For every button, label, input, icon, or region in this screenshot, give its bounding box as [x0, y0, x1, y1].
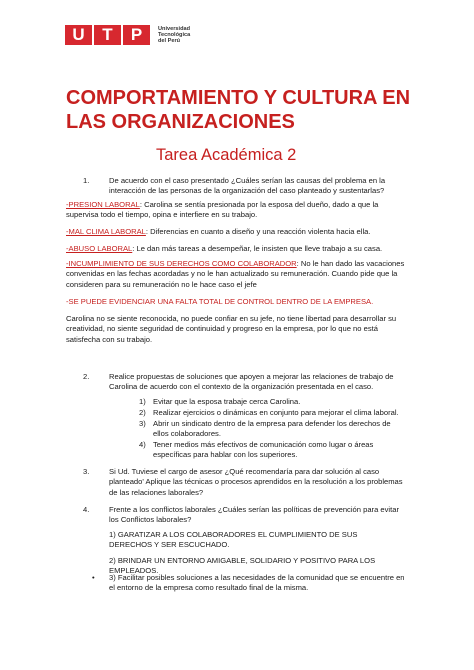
bullet-icon: •	[92, 573, 95, 582]
question-4-number: 4.	[83, 505, 90, 514]
cause-climate-label: -MAL CLIMA LABORAL	[66, 227, 146, 236]
prevention-answer-1: 1) GARATIZAR A LOS COLABORADORES EL CUMPLIMIENTO DE SUS DERECHOS Y SER ESCUCHADO.	[109, 530, 358, 550]
cause-abuse-label: -ABUSO LABORAL	[66, 244, 133, 253]
evidence-statement: -SE PUEDE EVIDENCIAR UNA FALTA TOTAL DE CONTROL DENTRO DE LA EMPRESA.	[66, 297, 374, 306]
cause-pressure-text: : Carolina se sentía presionada por la esposa del dueño, dado a que la supervisa todo el tiempo, opina e interfiere en su trabajo.	[66, 200, 379, 220]
document-subtitle: Tarea Académica 2	[156, 146, 297, 164]
cause-rights-label: -INCUMPLIMIENTO DE SUS DERECHOS COMO COLABORADOR	[66, 259, 297, 268]
question-3-number: 3.	[83, 467, 90, 476]
question-1-text: De acuerdo con el caso presentado ¿Cuáles serían las causas del problema en la interacción de las personas de la organización del caso planteado y sustentarlas?	[109, 176, 386, 196]
proposal-1-text: Evitar que la esposa trabaje cerca Carolina.	[153, 397, 301, 406]
cause-rights-text: : No le han dado las vacaciones convenidas en las fechas acordadas y no le han actualizado su remuneración. Cuando pide que la consideren para su remuneración no le hace caso el jefe	[66, 259, 405, 289]
cause-rights	[66, 259, 410, 290]
utp-logo	[65, 25, 190, 45]
document-title: COMPORTAMIENTO Y CULTURA EN LAS ORGANIZACIONES	[66, 87, 411, 133]
logo-line-3: del Perú	[158, 38, 181, 45]
logo-letter-t: T	[94, 25, 121, 45]
proposal-3-text: Abrir un sindicato dentro de la empresa para defender los derechos de ellos colaboradores.	[153, 419, 391, 439]
prevention-answer-3-text: Facilitar posibles soluciones a las necesidades de la comunidad que se encuentre en el entorno de la empresa como resultado final de la misma.	[109, 573, 405, 593]
proposal-1-number: 1)	[139, 397, 146, 406]
cause-pressure	[66, 200, 410, 221]
question-2-number: 2.	[83, 372, 90, 381]
logo-line-2: Tecnológica	[158, 31, 191, 38]
proposal-4-text: Tener medios más efectivos de comunicación como lugar o áreas específicas para hablar con los superiores.	[153, 440, 374, 460]
logo-letter-u: U	[65, 25, 92, 45]
question-3-text: Si Ud. Tuviese el cargo de asesor ¿Qué recomendaría para dar solución al caso planteado' Aplique las técnicas o procesos aprendidos en la resolución a los problemas de las relaciones laborales?	[109, 467, 403, 497]
cause-abuse	[66, 244, 410, 254]
cause-abuse-text: : Le dan más tareas a desempeñar, le insisten que lleve trabajo a su casa.	[132, 244, 383, 253]
proposal-4-number: 4)	[139, 440, 146, 449]
prevention-answer-2: 2) BRINDAR UN ENTORNO AMIGABLE, SOLIDARIO Y POSITIVO PARA LOS EMPLEADOS.	[109, 556, 376, 576]
prevention-answer-3	[109, 573, 409, 594]
proposal-3-number: 3)	[139, 419, 146, 428]
logo-line-1: Universidad	[158, 25, 191, 32]
conclusion-paragraph: Carolina no se siente reconocida, no puede confiar en su jefe, no tiene libertad para desarrollar su creatividad, no siente seguridad de continuidad y progreso en la empresa, por lo que no está satisfecha con su trabajo.	[66, 314, 397, 344]
question-2-text: Realice propuestas de soluciones que apoyen a mejorar las relaciones de trabajo de Carolina de acuerdo con el contexto de la organización presentada en el caso.	[109, 372, 394, 392]
cause-climate-text: : Diferencias en cuanto a diseño y una reacción violenta hacia ella.	[145, 227, 371, 236]
proposal-2-number: 2)	[139, 408, 146, 417]
prevention-answer-3-number: 3)	[109, 573, 116, 582]
question-1-number: 1.	[83, 176, 90, 185]
cause-pressure-label: -PRESION LABORAL	[66, 200, 140, 209]
cause-climate	[66, 227, 410, 237]
proposal-2-text: Realizar ejercicios o dinámicas en conjunto para mejorar el clima laboral.	[153, 408, 399, 417]
logo-letter-p: P	[123, 25, 150, 45]
logo-university-name	[158, 26, 190, 45]
question-4-text: Frente a los conflictos laborales ¿Cuáles serían las políticas de prevención para evitar los Conflictos laborales?	[109, 505, 399, 525]
